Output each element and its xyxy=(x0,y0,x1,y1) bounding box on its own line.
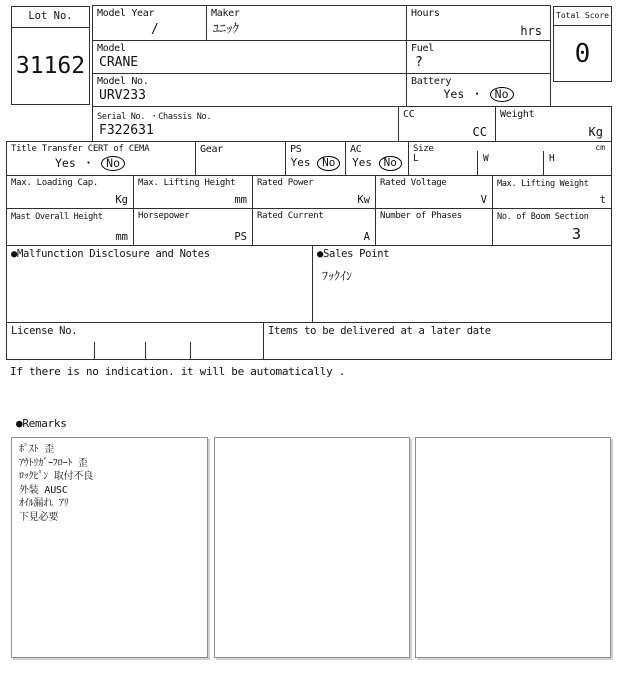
max-loading-cap-cell xyxy=(6,175,134,209)
rated-voltage-label: Rated Voltage xyxy=(380,178,447,188)
cc-unit: CC xyxy=(472,125,487,139)
total-score-value: 0 xyxy=(574,38,591,69)
mast-overall-height-unit: mm xyxy=(115,231,128,243)
rated-power-unit: Kw xyxy=(357,194,370,206)
number-of-phases-cell xyxy=(375,208,493,246)
lot-number-label: Lot No. xyxy=(12,7,89,28)
rated-voltage-cell xyxy=(375,175,493,209)
cc-cell xyxy=(398,106,496,142)
remarks-box-2 xyxy=(214,437,410,658)
ps-cell xyxy=(285,141,346,176)
max-lifting-height-label: Max. Lifting Height xyxy=(138,178,236,188)
title-transfer-separator: ・ xyxy=(82,155,95,170)
rated-current-cell xyxy=(252,208,376,246)
license-divider-2 xyxy=(145,342,146,360)
rated-current-unit: A xyxy=(363,231,370,243)
model-year-cell xyxy=(92,5,207,41)
ps-yes-no xyxy=(286,156,345,171)
gear-label: Gear xyxy=(200,144,223,155)
malfunction-notes-cell xyxy=(6,245,313,323)
hours-cell xyxy=(406,5,551,41)
max-lifting-weight-label: Max. Lifting Weight xyxy=(497,179,589,189)
total-score-label: Total Score xyxy=(554,7,611,26)
later-items-label: Items to be delivered at a later date xyxy=(268,325,491,337)
boom-section-label: No. of Boom Section xyxy=(497,212,589,222)
title-transfer-cell xyxy=(6,141,196,176)
ps-label: PS xyxy=(290,144,302,155)
size-cell xyxy=(408,141,612,176)
total-score-box xyxy=(553,6,612,82)
mast-overall-height-cell xyxy=(6,208,134,246)
malfunction-notes-label: ●Malfunction Disclosure and Notes xyxy=(11,248,210,260)
weight-unit: Kg xyxy=(588,125,603,139)
max-loading-cap-label: Max. Loading Cap. xyxy=(11,178,99,188)
size-wh-divider xyxy=(543,151,544,176)
battery-label: Battery xyxy=(411,76,452,87)
remarks-line: ﾛｯｸﾋﾟﾝ 取付不良 xyxy=(19,471,94,482)
rated-power-label: Rated Power xyxy=(257,178,314,188)
mast-overall-height-label: Mast Overall Height xyxy=(11,212,103,222)
remarks-label: ●Remarks xyxy=(16,417,67,430)
model-value: CRANE xyxy=(99,55,139,70)
license-divider-1 xyxy=(94,342,95,360)
max-lifting-height-unit: mm xyxy=(234,194,247,206)
maker-value: ﾕﾆｯｸ xyxy=(213,22,239,37)
size-w-label: W xyxy=(483,153,489,164)
size-h-label: H xyxy=(549,153,555,164)
model-label: Model xyxy=(97,43,126,54)
maker-label: Maker xyxy=(211,8,240,19)
battery-cell xyxy=(406,73,551,107)
remarks-box-3 xyxy=(415,437,611,658)
title-transfer-yes: Yes xyxy=(55,155,76,170)
serial-no-cell xyxy=(92,106,399,142)
boom-section-value: 3 xyxy=(571,225,581,243)
license-no-label: License No. xyxy=(11,325,78,337)
weight-cell xyxy=(495,106,612,142)
model-year-value: / xyxy=(151,22,159,37)
max-loading-cap-unit: Kg xyxy=(115,194,128,206)
max-lifting-weight-unit: t xyxy=(599,194,606,206)
battery-yes: Yes xyxy=(443,86,465,101)
ps-no-circled: No xyxy=(317,156,340,171)
remarks-line: ｱｳﾄﾘｶﾞｰﾌﾛｰﾄ 歪 xyxy=(19,457,88,469)
remarks-line: 外装 AUSC xyxy=(19,484,68,496)
model-no-cell xyxy=(92,73,407,107)
model-cell xyxy=(92,40,407,74)
horsepower-label: Horsepower xyxy=(138,211,190,221)
remarks-line: ｵｲﾙ漏れ ｱﾘ xyxy=(19,498,69,509)
hours-unit: hrs xyxy=(520,24,542,38)
ac-yes-no xyxy=(346,156,408,171)
title-transfer-label: Title Transfer CERT of CEMA xyxy=(11,144,150,154)
boom-section-cell xyxy=(492,208,612,246)
ac-no-circled: No xyxy=(379,156,402,171)
lot-number-value: 31162 xyxy=(15,53,86,79)
size-unit: cm xyxy=(595,143,605,152)
sales-point-value: ﾌｯｸｲﾝ xyxy=(322,269,353,283)
ac-yes: Yes xyxy=(352,156,372,170)
lot-number-box xyxy=(11,6,90,105)
horsepower-cell xyxy=(133,208,253,246)
fuel-cell xyxy=(406,40,551,74)
battery-separator: ・ xyxy=(471,86,483,101)
auto-indication-note: If there is no indication. it will be automatically . xyxy=(10,365,346,378)
license-divider-3 xyxy=(190,342,191,360)
weight-label: Weight xyxy=(500,109,535,120)
remarks-line: 下見必要 xyxy=(19,511,59,523)
number-of-phases-label: Number of Phases xyxy=(380,211,462,221)
sales-point-label: ●Sales Point xyxy=(317,248,390,260)
gear-cell xyxy=(195,141,286,176)
title-transfer-yes-no xyxy=(55,155,195,171)
sales-point-cell xyxy=(312,245,612,323)
max-lifting-weight-cell xyxy=(492,175,612,209)
size-lw-divider xyxy=(477,151,478,176)
model-year-label: Model Year xyxy=(97,8,155,19)
fuel-label: Fuel xyxy=(411,43,434,54)
maker-cell xyxy=(206,5,407,41)
horsepower-unit: PS xyxy=(234,231,247,243)
ps-yes: Yes xyxy=(290,156,311,170)
remarks-box-1 xyxy=(11,437,208,658)
serial-no-label: Serial No. ・Chassis No. xyxy=(97,112,212,122)
serial-no-value: F322631 xyxy=(99,123,154,138)
battery-yes-no xyxy=(407,86,550,102)
ac-cell xyxy=(345,141,409,176)
size-l-label: L xyxy=(413,153,419,164)
ac-label: AC xyxy=(350,144,362,155)
later-items-cell xyxy=(263,322,612,360)
hours-label: Hours xyxy=(411,8,440,19)
size-label: Size xyxy=(413,144,434,154)
battery-no-circled: No xyxy=(490,87,514,102)
title-transfer-no-circled: No xyxy=(101,156,125,171)
fuel-value: ? xyxy=(415,55,423,70)
cc-label: CC xyxy=(403,109,415,120)
model-no-label: Model No. xyxy=(97,76,149,87)
remarks-text xyxy=(12,438,207,529)
license-no-cell xyxy=(6,322,264,360)
rated-voltage-unit: V xyxy=(480,194,487,206)
remarks-line: ﾎﾟｽﾄ 歪 xyxy=(19,444,55,455)
rated-current-label: Rated Current xyxy=(257,211,324,221)
rated-power-cell xyxy=(252,175,376,209)
max-lifting-height-cell xyxy=(133,175,253,209)
model-no-value: URV233 xyxy=(99,88,146,103)
